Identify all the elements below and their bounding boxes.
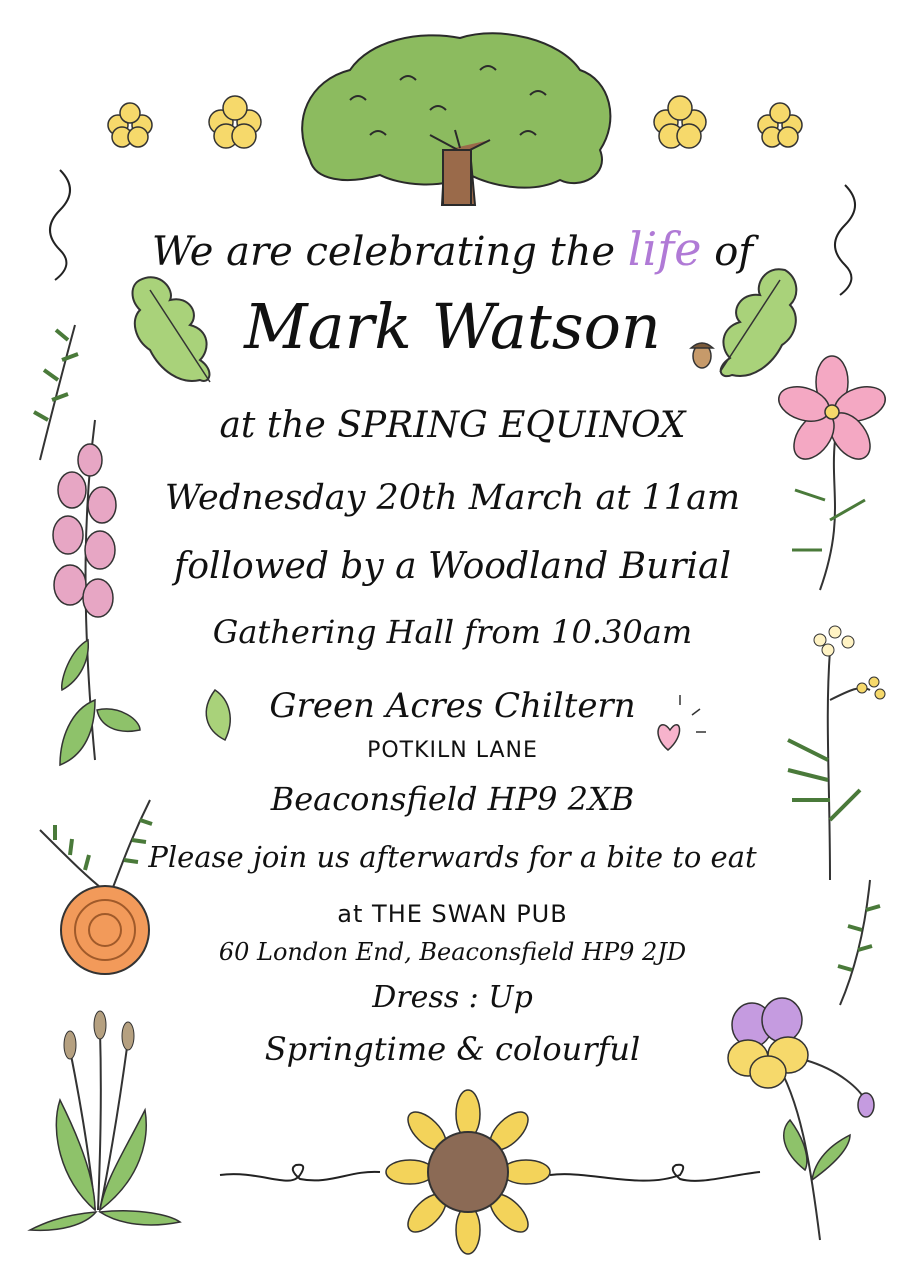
yellow-flower-icon: [758, 103, 802, 147]
swirl-icon: [220, 1165, 380, 1181]
yellow-flower-icon: [209, 96, 261, 148]
swirl-icon: [550, 1165, 760, 1181]
dress-detail: Springtime & colourful: [264, 1030, 641, 1068]
pub-address: 60 London End, Beaconsfield HP9 2JD: [218, 938, 687, 966]
burial-line: followed by a Woodland Burial: [174, 546, 731, 587]
yellow-flower-icon: [108, 103, 152, 147]
venue-street: POTKILN LANE: [367, 738, 538, 763]
occasion-line: at the SPRING EQUINOX: [219, 405, 686, 446]
intro-of: of: [714, 229, 754, 275]
join-line: Please join us afterwards for a bite to eat: [148, 840, 757, 874]
intro-text: We are celebrating the: [151, 229, 616, 275]
life-word: life: [627, 222, 702, 276]
date-time-line: Wednesday 20th March at 11am: [164, 478, 741, 518]
dress-label: Dress : Up: [372, 980, 533, 1015]
intro-line: [0, 222, 905, 276]
venue-town: Beaconsfield HP9 2XB: [270, 780, 635, 818]
tree-icon: [302, 33, 610, 205]
honoree-name: Mark Watson: [244, 290, 661, 363]
sunflower-icon: [386, 1090, 550, 1254]
gathering-line: Gathering Hall from 10.30am: [212, 613, 693, 651]
venue-name: Green Acres Chiltern: [269, 686, 636, 726]
yellow-flower-icon: [654, 96, 706, 148]
pub-name: at THE SWAN PUB: [337, 900, 568, 928]
